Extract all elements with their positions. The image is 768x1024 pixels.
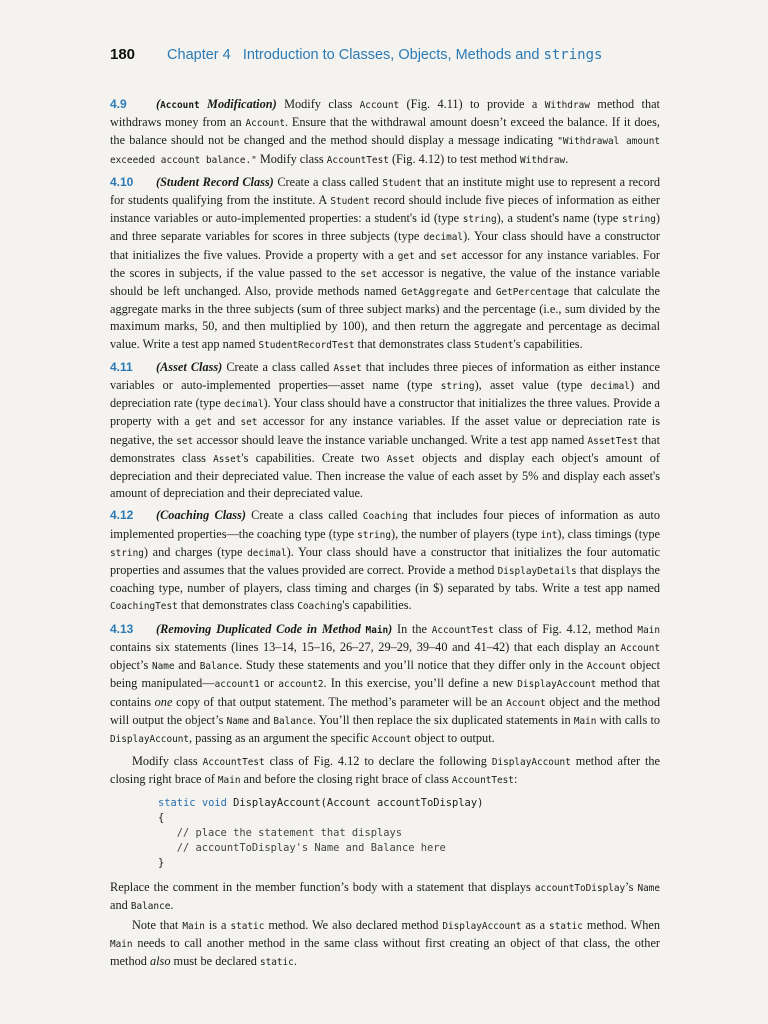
text-run: that calculate the aggregate marks in the three subjects (sum of three subject marks) and the percentage (i.e., sum divided by the maximum marks, 50, and then multiplied by 100), and then return the aggregate and percentage as decimal value. Write a test app named (110, 284, 661, 351)
code-comment: // accountToDisplay's Name and Balance here (158, 841, 446, 854)
inline-code: set (360, 268, 378, 280)
code-line (158, 811, 660, 826)
exercise-title (156, 622, 392, 636)
inline-code: Account (620, 642, 660, 654)
paragraph (110, 917, 660, 972)
text-run: and (468, 284, 496, 299)
inline-code: Main (573, 715, 597, 727)
exercise-4-11 (110, 359, 660, 503)
text-run: accessor should leave the instance variable unchanged. Write a test app named (193, 432, 588, 447)
inline-code: string (462, 214, 497, 226)
text-run: ), class timings (type (557, 526, 660, 541)
text-run: must be declared (170, 954, 260, 969)
text-run: is a (204, 917, 231, 932)
exercise-4-9 (110, 96, 660, 169)
inline-code: set (440, 250, 458, 262)
exercise-title (156, 508, 246, 522)
exercise-number: 4.12 (110, 508, 134, 523)
text-run: accessor for any instance variables. If the asset value or depreciation rate is negative, the (110, 414, 660, 447)
text-run: method. We also declared method (264, 917, 443, 932)
inline-code: int (540, 529, 558, 541)
inline-code: set (176, 435, 194, 447)
inline-code: CoachingTest (110, 601, 178, 613)
inline-code: Coaching (297, 601, 343, 613)
inline-code: Student (382, 177, 422, 189)
exercise-4-12 (110, 507, 660, 615)
text-run: 's capabilities. (342, 598, 412, 613)
text-run: as a (521, 917, 550, 932)
chapter-label: Chapter 4 (167, 47, 231, 63)
inline-code: Account (160, 100, 200, 111)
text-run: DisplayAccount(Account accountToDisplay) (226, 796, 484, 809)
text-run: ), asset value (type (474, 378, 591, 393)
text-run: class of Fig. 4.12, method (493, 621, 638, 636)
text-run: . Study these statements and you’ll notice that they differ only in the (239, 658, 587, 673)
code-line (158, 826, 660, 841)
paragraph (110, 753, 660, 789)
inline-code: string (110, 547, 144, 559)
text-run: (Fig. 4.12) to test method (388, 151, 521, 166)
inline-code: Asset (333, 362, 362, 374)
code-block (158, 796, 660, 871)
exercise-number: 4.10 (110, 174, 134, 189)
text-run: and before the closing right brace of class (240, 772, 452, 787)
exercise-number: 4.9 (110, 97, 127, 111)
text-run: method that contains (110, 676, 660, 709)
exercise-4-13 (110, 621, 660, 748)
inline-code: accountToDisplay (534, 882, 626, 894)
inline-code: Coaching (362, 511, 408, 523)
text-run: method after the closing right brace of (110, 754, 660, 787)
code-line (158, 796, 660, 811)
text-run: Modify class (132, 754, 203, 769)
inline-code: Account (359, 100, 400, 111)
text-run: and (414, 247, 441, 262)
text-run: ). Your class should have a constructor that initializes the three values. Provide a property with a (110, 396, 661, 429)
text-run: ), the number of players (type (390, 526, 541, 541)
inline-code: decimal (223, 399, 264, 411)
text-run: (Asset Class) (156, 359, 223, 374)
text-run: { (158, 811, 165, 824)
text-run: objects and display each object's amount of depreciation and their depreciated value. Then increase the value of each asset by 5% and display each asset's amount of depreciation and their depreciated value. (110, 450, 661, 501)
text-run: record should include five pieces of information as either instance variables or auto-implemented properties: a student's id (type (110, 193, 661, 226)
inline-code: DisplayAccount (517, 679, 597, 691)
inline-code: decimal (247, 547, 287, 559)
text-run: . (293, 954, 297, 969)
inline-code: Main (365, 624, 389, 636)
inline-code: decimal (423, 232, 464, 244)
exercise-4-10 (110, 174, 660, 354)
text-run: that demonstrates class (110, 432, 660, 465)
inline-code: Name (226, 715, 250, 727)
text-run: class of Fig. 4.12 to declare the following (264, 754, 492, 769)
text-run: ). Your class should have a constructor that initializes the four automatic properties and assumes that the values provided are correct. Provide a method (110, 544, 661, 578)
exercise-number: 4.13 (110, 621, 134, 636)
text-run: method. When (582, 917, 660, 932)
text-run: Create a class called (222, 359, 334, 374)
text-run: object to output. (411, 730, 495, 745)
text-run: ) (388, 621, 393, 636)
inline-code: Withdraw (520, 154, 566, 166)
text-run: needs to call another method in the same class without first creating an object of that class, the other method (110, 936, 660, 969)
text-run: , passing as an argument the specific (189, 730, 372, 745)
inline-code: string (357, 529, 391, 541)
text-run: that demonstrates class (354, 336, 474, 351)
text-run: (Coaching Class) (156, 508, 246, 523)
inline-code: set (240, 417, 258, 429)
inline-code: GetAggregate (401, 287, 469, 299)
text-run: method that withdraws money from an (110, 97, 660, 130)
text-run: object being manipulated— (110, 658, 661, 691)
inline-code: AccountTest (451, 775, 514, 787)
inline-code: DisplayDetails (497, 566, 577, 578)
inline-code: StudentRecordTest (258, 339, 355, 351)
inline-code: Name (637, 882, 661, 894)
text-run: . (565, 151, 569, 166)
text-run: 's capabilities. Create two (241, 450, 387, 465)
exercise-list (110, 96, 660, 748)
inline-code: Asset (386, 453, 415, 465)
text-run: ) and depreciation rate (type (110, 378, 661, 411)
text-run: accessor is negative, the value of the instance variable should be left unchanged. Also, provide methods named (110, 265, 660, 299)
text-run: with calls to (596, 712, 661, 727)
text-run: or (259, 676, 279, 691)
code-keyword: static (158, 796, 196, 809)
text-run: . In this exercise, you’ll define a new (323, 676, 518, 691)
page-number: 180 (110, 46, 136, 63)
exercise-number: 4.11 (110, 359, 133, 374)
code-keyword: void (201, 796, 227, 809)
inline-code: DisplayAccount (110, 733, 190, 745)
code-comment: // place the statement that displays (158, 826, 402, 839)
inline-code: get (397, 250, 415, 262)
exercise-title (156, 175, 274, 189)
inline-code: Main (637, 624, 660, 636)
text-run: In the (392, 621, 432, 636)
text-run: Create a class called (245, 508, 363, 523)
inline-code: static (230, 920, 265, 932)
inline-code: Main (182, 920, 205, 932)
inline-code: Main (110, 939, 133, 951)
inline-code: Student (330, 196, 370, 208)
inline-code: Asset (213, 453, 242, 465)
text-run: object’s (110, 658, 152, 673)
inline-code: static (259, 957, 294, 969)
inline-code: Student (473, 339, 514, 351)
inline-code: Account (586, 661, 627, 673)
inline-code: Main (217, 775, 241, 787)
text-run: and (212, 414, 241, 429)
exercise-title (156, 97, 277, 111)
running-head (167, 47, 602, 63)
code-line (158, 856, 660, 871)
text-run: Replace the comment in the member function’s body with a statement that displays (110, 879, 535, 894)
inline-code: string (440, 381, 475, 393)
text-run: } (158, 856, 165, 869)
text-run: Note that (132, 917, 183, 932)
inline-code: "Withdrawal amount exceeded account balance." (110, 136, 660, 166)
text-run: contains six statements (lines 13–14, 15–16, 26–27, 29–29, 39–40 and 41–42) that each display an (110, 639, 621, 654)
inline-code: string (622, 214, 656, 226)
text-run: ). Your class should have a constructor that initializes the five values. Provide a property with a (110, 229, 661, 262)
paragraph (110, 879, 660, 915)
text-run: (Fig. 4.11) to provide a (399, 97, 545, 111)
exercise-title (156, 360, 222, 374)
text-run: 's capabilities. (513, 336, 583, 351)
text-run: . (170, 897, 174, 912)
text-run: (Removing Duplicated Code in Method (156, 621, 366, 636)
inline-code: DisplayAccount (491, 757, 571, 769)
text-run: that includes four pieces of information as auto implemented properties—the coaching type (type (110, 508, 660, 541)
inline-code: AssetTest (587, 435, 639, 447)
inline-code: get (195, 417, 212, 429)
text-run: copy of that output statement. The method’s parameter will be an (172, 694, 507, 709)
text-run: Modify class (276, 97, 360, 111)
inline-code: GetPercentage (495, 287, 570, 299)
inline-code: AccountTest (202, 757, 265, 769)
text-run: that demonstrates class (177, 598, 298, 613)
page-content (110, 96, 660, 974)
text-run: (Student Record Class) (156, 174, 274, 189)
text-run: Create a class called (273, 174, 383, 189)
text-run: and (174, 658, 200, 673)
text-run: ’s (625, 879, 638, 894)
text-run: ) and three separate variables for scores in three subjects (type (110, 211, 660, 244)
exercise-4-13-continuation (110, 753, 660, 789)
text-run: Modification) (199, 97, 277, 111)
text-run: accessor for any instance variables. For the scores in subjects, if the value passed to the (110, 247, 661, 280)
code-line (158, 841, 660, 856)
emphasis-text: one (154, 694, 173, 709)
inline-code: Name (151, 661, 175, 673)
chapter-title-code: strings (543, 47, 603, 63)
inline-code: Account (506, 697, 546, 709)
text-run: and (249, 712, 274, 727)
text-run: . Ensure that the withdrawal amount doesn’t exceed the balance. If it does, the balance should not be changed and the method should display a message indicating (110, 115, 660, 148)
text-run: that an institute might use to represent a record for students qualifying from the institute. A (110, 174, 660, 208)
inline-code: AccountTest (431, 624, 494, 636)
text-run: Modify class (256, 151, 327, 166)
inline-code: Account (371, 733, 412, 745)
text-run: ( (156, 97, 161, 111)
text-run: . You’ll then replace the six duplicated statements in (312, 712, 574, 727)
text-run: ), a student's name (type (496, 211, 623, 226)
inline-code: AccountTest (326, 154, 389, 166)
inline-code: DisplayAccount (442, 920, 522, 932)
inline-code: account1 (214, 679, 260, 691)
inline-code: decimal (590, 381, 630, 393)
closing-paragraphs (110, 879, 660, 972)
page-header (110, 46, 728, 63)
inline-code: Account (245, 118, 285, 130)
inline-code: Balance (199, 661, 240, 673)
inline-code: Balance (130, 900, 171, 912)
emphasis-text: also (149, 954, 171, 969)
inline-code: static (549, 920, 583, 932)
text-run: that displays the coaching type, number of players, class timing and charges (in $) separated by tabs. Write a test app named (110, 563, 661, 596)
inline-code: account2 (278, 679, 324, 691)
text-run: and (110, 897, 131, 912)
chapter-title: Introduction to Classes, Objects, Methods and (242, 47, 544, 63)
text-run: ) and charges (type (143, 544, 248, 559)
text-run: object and the method will output the object’s (110, 694, 660, 727)
inline-code: Withdraw (544, 100, 590, 111)
text-run: that includes three pieces of information as either instance variables or auto-implemented properties—asset name (type (110, 359, 660, 393)
inline-code: Balance (273, 715, 313, 727)
text-run: : (513, 772, 518, 787)
